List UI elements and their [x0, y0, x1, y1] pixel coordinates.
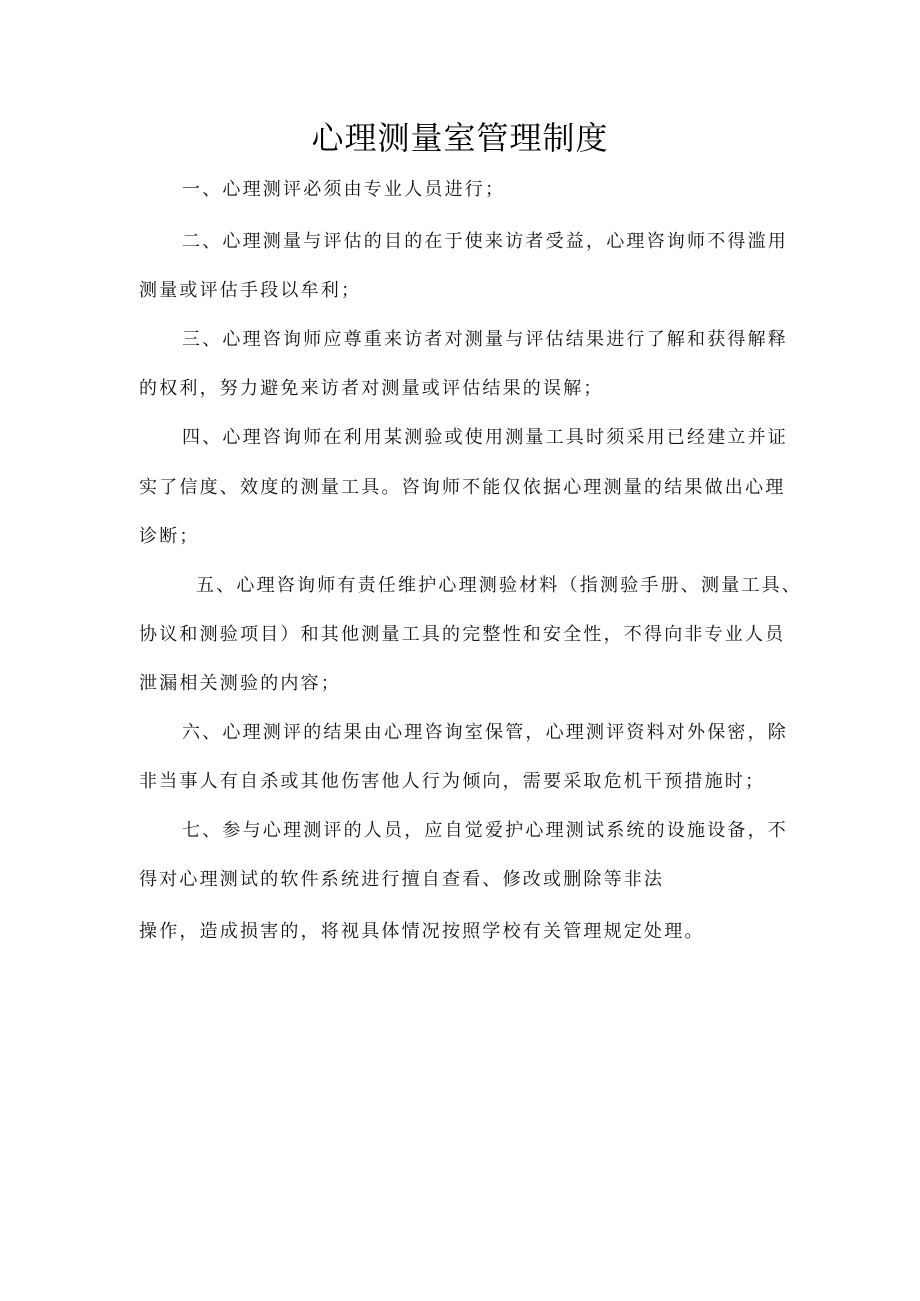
paragraph-6-line-1: 六、心理测评的结果由心理咨询室保管，心理测评资料对外保密，除 [182, 722, 788, 743]
paragraph-3-line-2: 的权利，努力避免来访者对测量或评估结果的误解； [139, 378, 604, 399]
paragraph-4-line-1: 四、心理咨询师在利用某测验或使用测量工具时须采用已经建立并证 [182, 427, 788, 448]
paragraph-6-line-2: 非当事人有自杀或其他伤害他人行为倾向，需要采取危机干预措施时； [139, 771, 766, 792]
paragraph-5-line-2: 协议和测验项目）和其他测量工具的完整性和安全性，不得向非专业人员 [139, 624, 786, 645]
paragraph-7-line-3: 操作，造成损害的，将视具体情况按照学校有关管理规定处理。 [139, 921, 705, 942]
paragraph-7-line-2: 得对心理测试的软件系统进行擅自查看、修改或删除等非法 [139, 869, 665, 890]
paragraph-4-line-2: 实了信度、效度的测量工具。咨询师不能仅依据心理测量的结果做出心理 [139, 477, 786, 498]
paragraph-2-line-2: 测量或评估手段以牟利； [139, 280, 362, 301]
paragraph-3-line-1: 三、心理咨询师应尊重来访者对测量与评估结果进行了解和获得解释 [182, 329, 788, 350]
paragraph-5-line-3: 泄漏相关测验的内容； [139, 673, 341, 694]
paragraph-7-line-1: 七、参与心理测评的人员，应自觉爱护心理测试系统的设施设备，不 [182, 820, 788, 841]
paragraph-4-line-3: 诊断； [139, 526, 200, 547]
paragraph-5-line-1: 五、心理咨询师有责任维护心理测验材料（指测验手册、测量工具、 [196, 575, 802, 596]
paragraph-2-line-1: 二、心理测量与评估的目的在于使来访者受益，心理咨询师不得滥用 [182, 231, 788, 252]
paragraph-1-line-1: 一、心理测评必须由专业人员进行； [182, 179, 506, 200]
document-title: 心理测量室管理制度 [311, 119, 609, 157]
